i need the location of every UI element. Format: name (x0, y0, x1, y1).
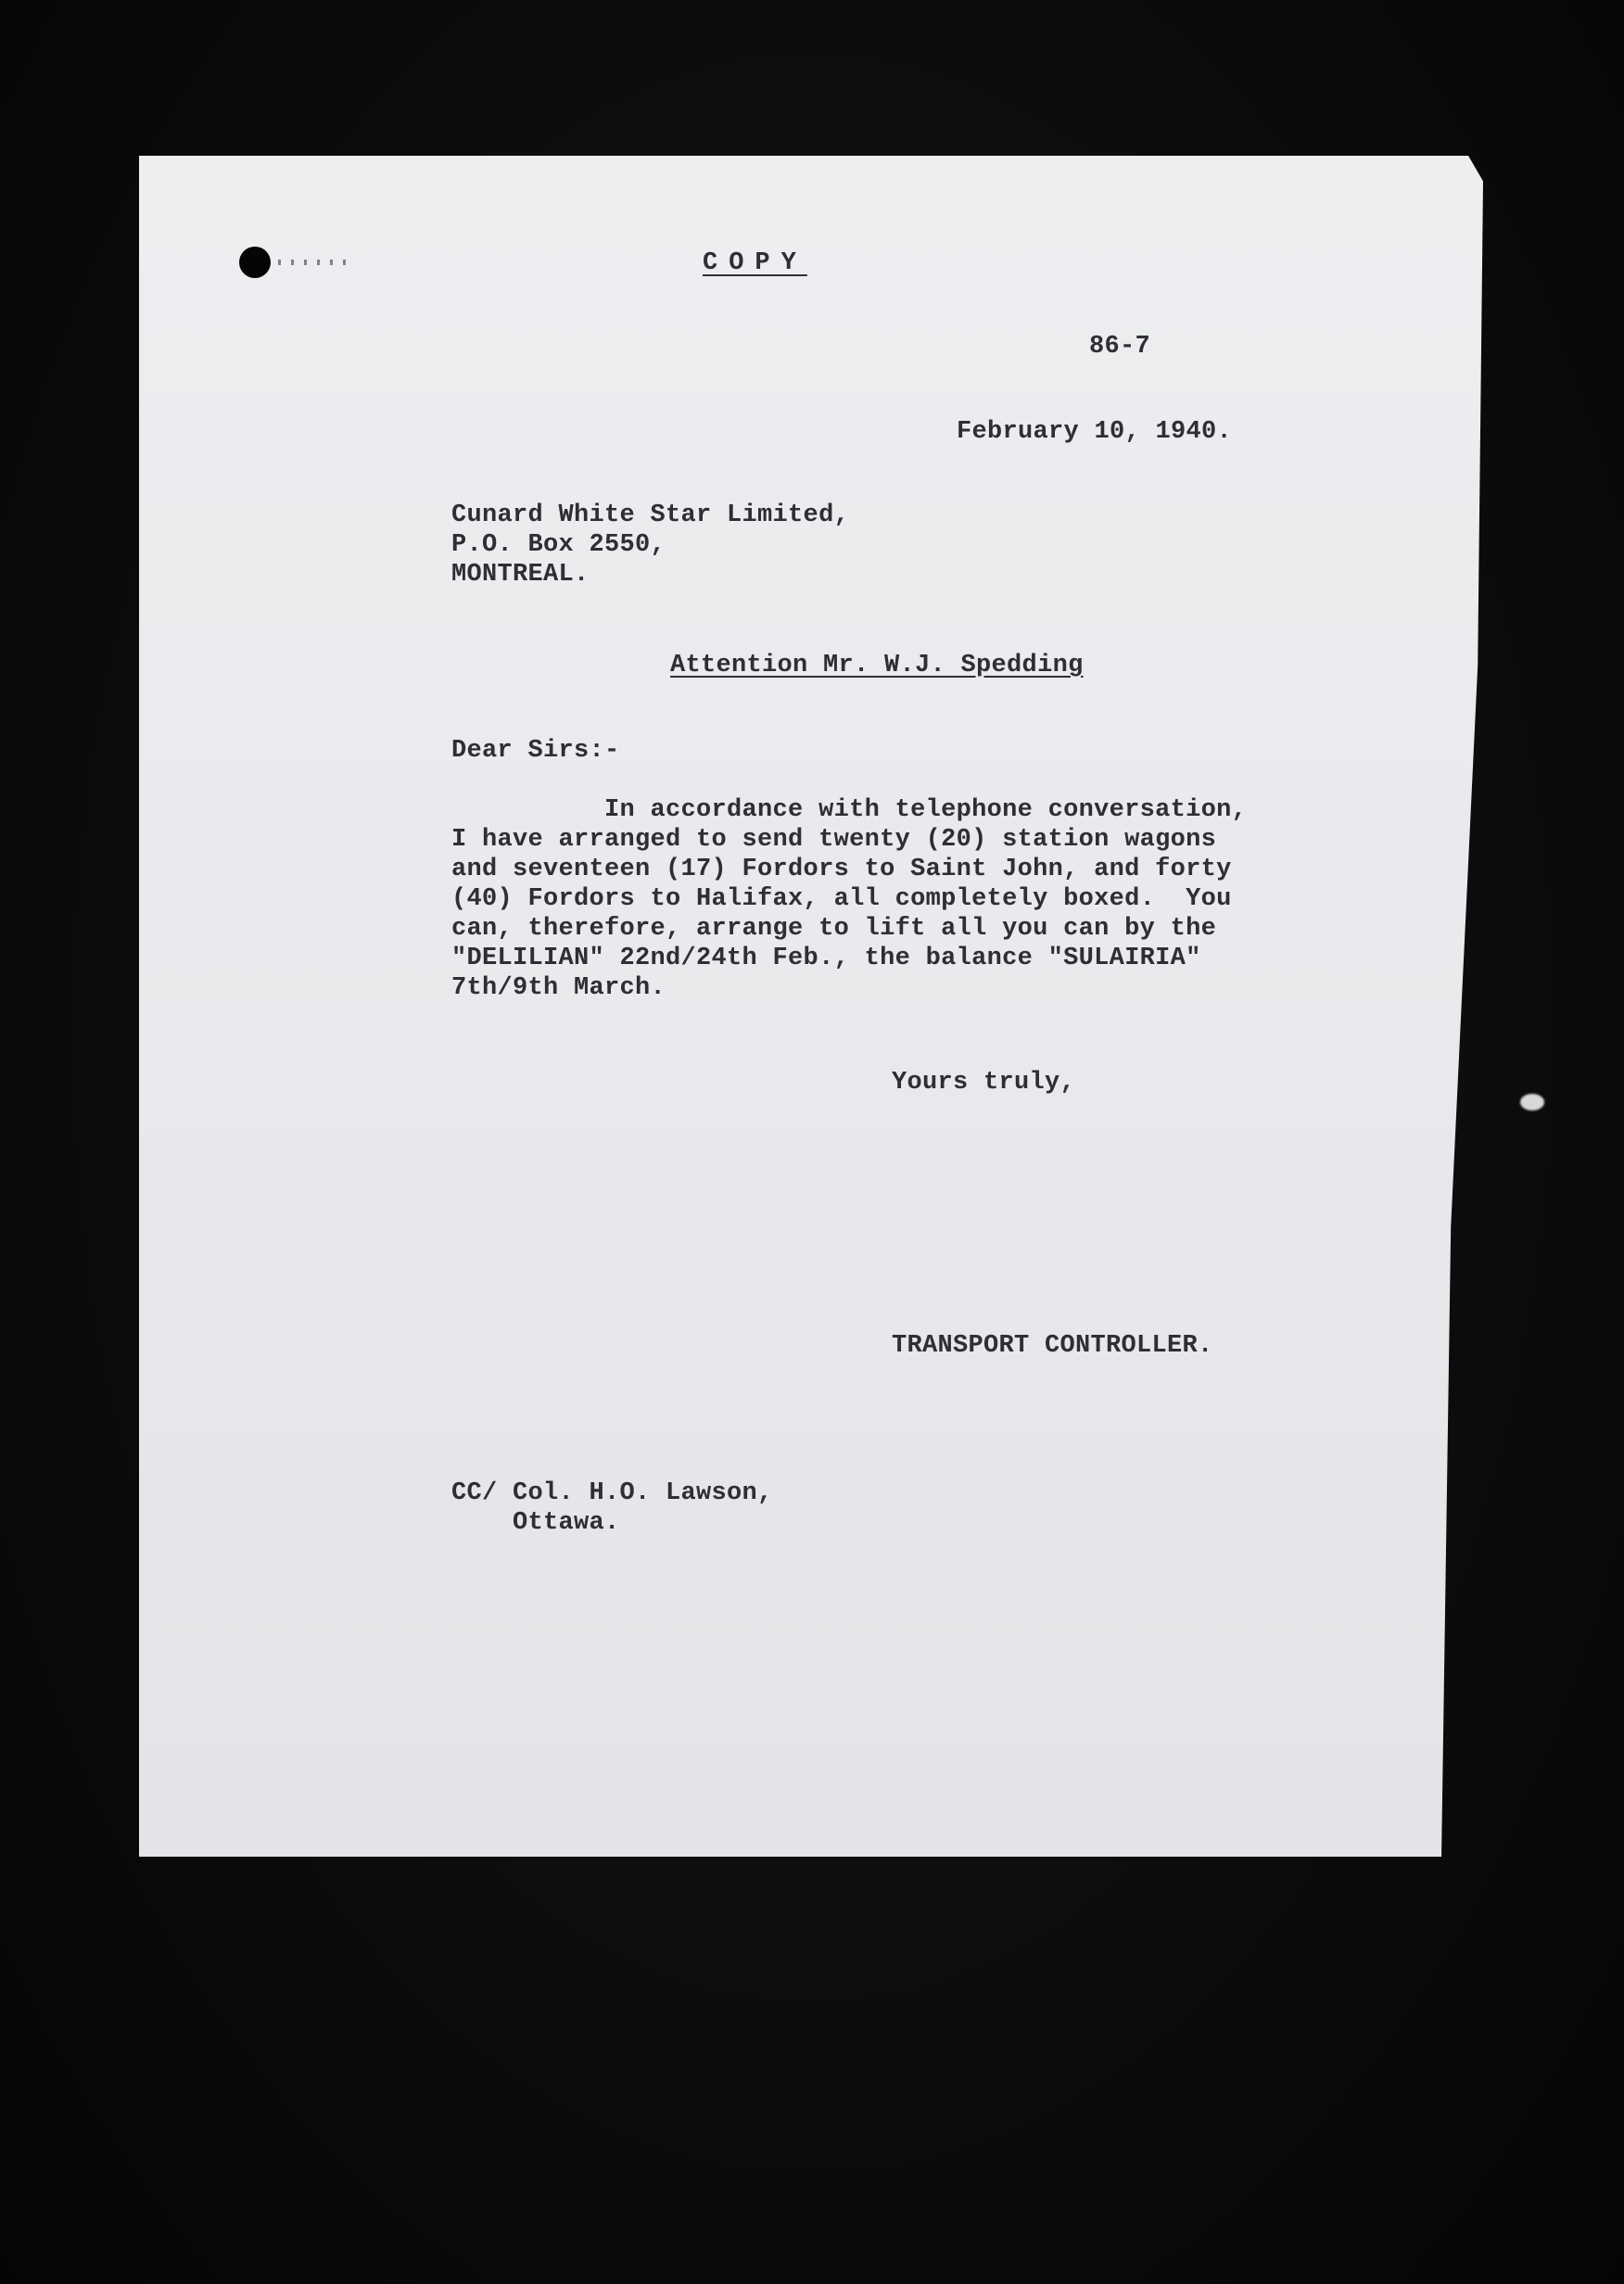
closing: Yours truly, (892, 1069, 1076, 1097)
attention-line: Attention Mr. W.J. Spedding (670, 652, 1084, 679)
salutation: Dear Sirs:- (451, 737, 620, 765)
letter-page (139, 156, 1483, 1857)
letter-body: In accordance with telephone conversation, I have arranged to send twenty (20) station wagons and seventeen (17) Fordors to Saint John, and forty (40) Fordors to Halifax, all completely boxed. You can, therefore, arrange to lift all you can by the "DELILIAN" 22nd/24th Feb., the balance "SULAIRIA" 7th/9th March. (451, 796, 1248, 1002)
signature-title: TRANSPORT CONTROLLER. (892, 1332, 1213, 1360)
copy-mark: COPY (703, 249, 807, 277)
file-reference: 86-7 (1089, 333, 1151, 361)
punch-dots-decoration (278, 260, 352, 265)
letter-date: February 10, 1940. (957, 418, 1233, 446)
film-speck (1520, 1094, 1544, 1110)
punch-hole-icon (239, 247, 271, 278)
recipient-address: Cunard White Star Limited, P.O. Box 2550, MONTREAL. (451, 501, 850, 589)
carbon-copy-line: CC/ Col. H.O. Lawson, Ottawa. (451, 1479, 773, 1537)
